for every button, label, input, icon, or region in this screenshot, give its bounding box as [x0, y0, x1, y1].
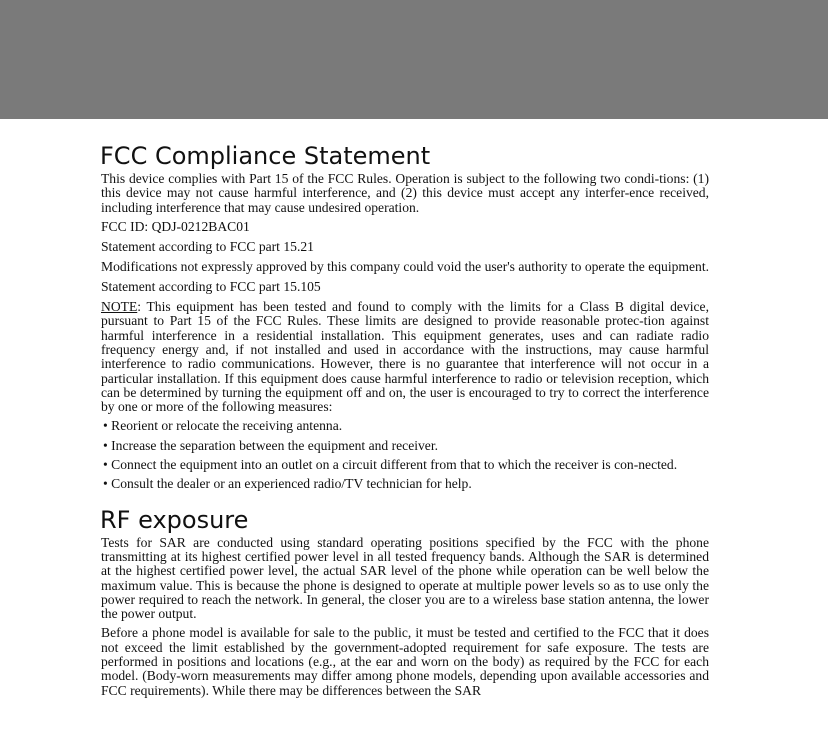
- bullet-item: • Increase the separation between the equipment and receiver.: [103, 437, 439, 453]
- bullet-item: • Reorient or relocate the receiving antenna.: [103, 418, 343, 434]
- modifications-paragraph: Modifications not expressly approved by this company could void the user's authority to operate the equipment.: [101, 259, 709, 275]
- note-paragraph: [101, 300, 709, 414]
- note-text: : This equipment has been tested and found to comply with the limits for a Class B digital device, pursuant to Part 15 of the FCC Rules. These limits are designed to provide reasonable protec-tion against harmful interference in a residential installation. This equipment generates, uses and can radiate radio frequency energy and, if not installed and used in accordance with the instructions, may cause harmful interference to radio communications. However, there is no guarantee that interference will not occur in a particular installation. If this equipment does cause harmful interference to radio or television reception, which can be determined by turning the equipment off and on, the user is encouraged to try to correct the interference by one or more of the following measures:: [101, 299, 709, 415]
- rf-paragraph-2: Before a phone model is available for sale to the public, it must be tested and certified to the FCC that it does not exceed the limit established by the government-adopted requirement for safe exposure. The tests are performed in positions and locations (e.g., at the ear and worn on the body) as required by the FCC for each model. (Body-worn measurements may differ among phone models, depending upon available accessories and FCC requirements). While there may be differences between the SAR: [101, 625, 709, 698]
- header-band: [0, 0, 828, 119]
- bullet-item: • Consult the dealer or an experienced radio/TV technician for help.: [103, 476, 472, 492]
- statement-15-105: Statement according to FCC part 15.105: [101, 278, 321, 294]
- note-label: NOTE: [101, 299, 138, 315]
- rf-heading: RF exposure: [100, 505, 249, 534]
- statement-15-21: Statement according to FCC part 15.21: [101, 239, 314, 255]
- fcc-intro: This device complies with Part 15 of the FCC Rules. Operation is subject to the following two condi-tions: (1) this device may not cause harmful interference, and (2) this device must accept any interfer-ence received, including interference that may cause undesired operation.: [101, 171, 709, 215]
- fcc-heading: FCC Compliance Statement: [100, 142, 431, 170]
- bullet-item: • Connect the equipment into an outlet on a circuit different from that to which the receiver is con-nected.: [103, 457, 678, 473]
- document-body: [101, 140, 709, 703]
- rf-paragraph-1: Tests for SAR are conducted using standard operating positions specified by the FCC with the phone transmitting at its highest certified power level in all tested frequency bands. Although the SAR is determined at the highest certified power level, the actual SAR level of the phone while operation can be well below the maximum value. This is because the phone is designed to operate at multiple power levels so as to use only the power required to reach the network. In general, the closer you are to a wireless base station antenna, the lower the power output.: [101, 534, 709, 622]
- fcc-id: FCC ID: QDJ-0212BAC01: [101, 218, 250, 234]
